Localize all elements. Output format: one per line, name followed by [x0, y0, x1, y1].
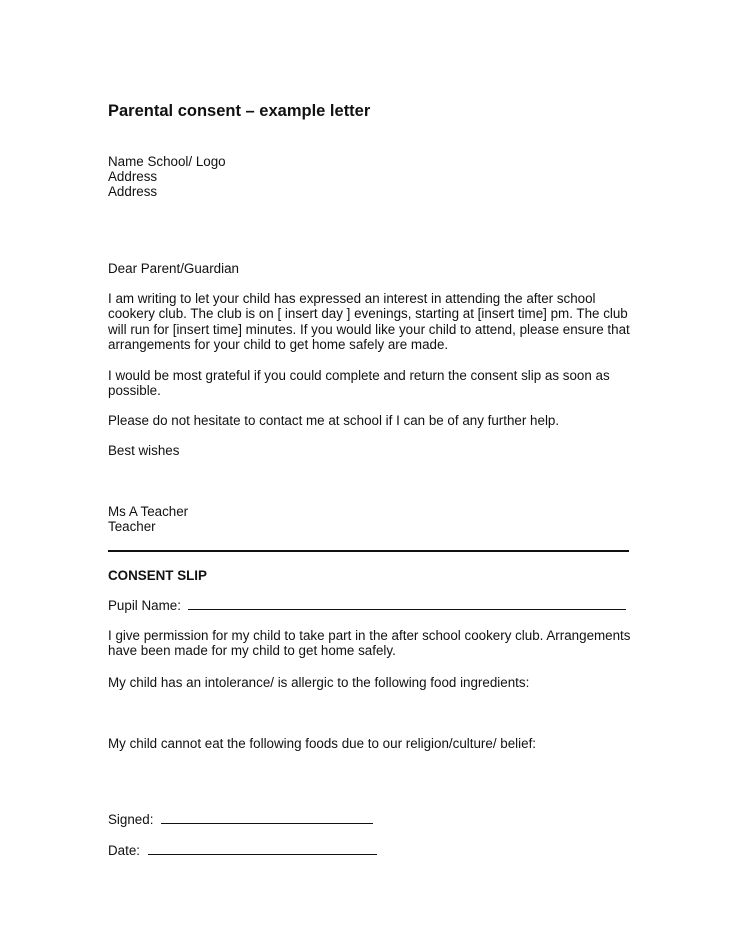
paragraph-line: I give permission for my child to take part in the after school cookery club. Arrangements: [108, 628, 631, 643]
signed-label: Signed:: [108, 812, 154, 827]
religion-statement: My child cannot eat the following foods due to our religion/culture/ belief:: [108, 736, 537, 751]
paragraph-line: cookery club. The club is on [ insert day ] evenings, starting at [insert time] pm. The club: [108, 306, 628, 322]
pupil-name-field[interactable]: [188, 597, 626, 610]
paragraph-attendance: [108, 291, 648, 352]
school-name-line: Name School/ Logo: [108, 154, 226, 169]
permission-statement: [108, 628, 648, 659]
allergy-statement: My child has an intolerance/ is allergic to the following food ingredients:: [108, 675, 530, 690]
paragraph-line: possible.: [108, 383, 161, 399]
paragraph-contact: Please do not hesitate to contact me at school if I can be of any further help.: [108, 413, 560, 428]
signature-field[interactable]: [161, 811, 373, 824]
date-row: [108, 842, 377, 858]
signature-role: Teacher: [108, 519, 156, 534]
paragraph-line: I would be most grateful if you could complete and return the consent slip as soon as: [108, 368, 610, 383]
paragraph-return-slip: [108, 368, 648, 399]
date-field[interactable]: [148, 842, 377, 855]
paragraph-line: arrangements for your child to get home safely are made.: [108, 336, 449, 352]
signature-name: Ms A Teacher: [108, 504, 189, 519]
pupil-name-label: Pupil Name:: [108, 598, 181, 613]
address-line-2: Address: [108, 184, 158, 199]
signed-row: [108, 811, 373, 827]
letter-title: Parental consent – example letter: [108, 102, 371, 120]
paragraph-line: I am writing to let your child has expressed an interest in attending the after school: [108, 291, 596, 306]
consent-slip-heading: CONSENT SLIP: [108, 568, 207, 583]
address-line-1: Address: [108, 169, 158, 184]
date-label: Date:: [108, 843, 141, 858]
closing: Best wishes: [108, 443, 180, 458]
pupil-name-row: [108, 597, 626, 613]
section-divider: [108, 550, 629, 552]
paragraph-line: will run for [insert time] minutes. If you would like your child to attend, please ensure that: [108, 321, 630, 337]
paragraph-line: have been made for my child to get home safely.: [108, 643, 396, 659]
salutation: Dear Parent/Guardian: [108, 261, 240, 276]
